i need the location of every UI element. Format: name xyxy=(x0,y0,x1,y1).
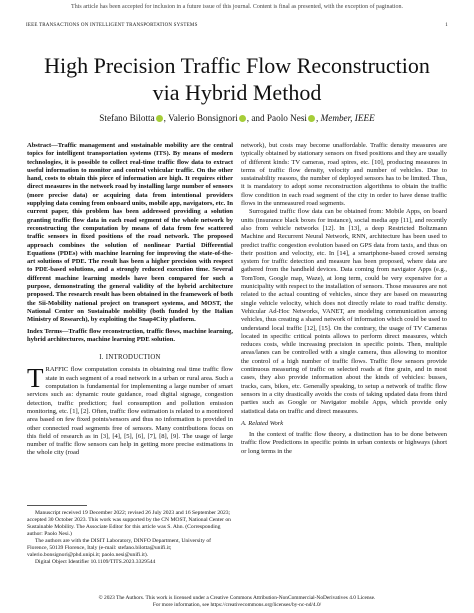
license-line-2: For more information, see https://creativecommons.org/licenses/by-nc-nd/4.0/ xyxy=(152,601,322,608)
section-heading-introduction: I. INTRODUCTION xyxy=(99,354,161,362)
abstract: Abstract—Traffic management and sustainable mobility are the central topics for intelligent transportation systems (ITS). By means of modern technologies, it is possible to collect real-time traffic flow data to extract useful information to monitor and control vehicular traffic. On the other hand, costs to obtain this piece of information are high. It requires either direct measures in the network road by installing large number of sensors (more precise data) or acquiring data from intentional providers supplying data coming from onboard units, mobile app, navigators, etc. In current paper, this problem has been addressed providing a solution granting traffic flow data in each road segment of the whole network by reconstructing the computation by means of data from few scattered traffic sensors in fixed positions of the road network. The proposed approach combines the solution of nonlinear Partial Differential Equations (PDEs) with machine learning for improving the state-of-the-art solutions of PDE. The result has been a higher precision with respect to PDE-based solutions, and a strongly reduced execution time. Several different machine learning models have been compared for such a purpose, demonstrating the general validity of the hybrid architecture proposed. The research result has been obtained in the framework of both the Sii-Mobility national project on transport systems, and MOST, the National Center on Sustainable mobility (both funded by the Italian Ministry of Research), by exploiting the Snap4City platform. xyxy=(27,142,233,324)
orcid-icon[interactable] xyxy=(308,115,315,122)
paper-title xyxy=(0,52,474,106)
left-column xyxy=(27,142,233,458)
index-terms: Index Terms—Traffic flow reconstruction, traffic flows, machine learning, hybrid architectures, machine learning PDE solution. xyxy=(27,327,233,343)
running-header xyxy=(26,23,448,28)
subsection-heading-related-work: A. Related Work xyxy=(241,419,284,427)
orcid-icon[interactable] xyxy=(156,115,163,122)
body-paragraph-1: network), but costs may become unaffordable. Traffic density measures are typically obtained by stationary sensors on fixed positions and they are usually of different kinds: TV cameras, road spires, etc. [10], producing measures in terms of traffic flow density, velocity and number of vehicles. Due to sustainability reasons, the number of deployed sensors has to be limited. Thus, it is mandatory to adopt some reconstruction algorithms to obtain the traffic flow condition in each road segment of the city in order to have dense traffic flows in the unmeasured road segments. xyxy=(241,142,447,208)
footnote-manuscript: Manuscript received 19 December 2022; revised 26 July 2023 and 16 September 2023; accepted 30 October 2023. This work was supported by the CN MOST, National Center on Sustainable Mobility. The Associate Editor for this article was S. Ahn. (Corresponding author: Paolo Nesi.) xyxy=(27,510,231,537)
footnote xyxy=(27,510,233,566)
acceptance-notice: This article has been accepted for inclusion in a future issue of this journal. Content is final as presented, with the exception of pagination. xyxy=(71,4,403,10)
author-list xyxy=(0,113,474,123)
page-number: 1 xyxy=(445,23,448,28)
license-line-1: © 2023 The Authors. This work is licensed under a Creative Commons Attribution-NonCommercial-NoDerivatives 4.0 License. xyxy=(98,595,376,601)
title-line-1: High Precision Traffic Flow Reconstruction xyxy=(44,53,430,78)
drop-cap: T xyxy=(27,363,44,394)
orcid-icon[interactable] xyxy=(239,115,246,122)
body-paragraph-2: Surrogated traffic flow data can be obtained from: Mobile Apps, on board units (insurance black boxes for instance), social media app [11], and recently also from vehicle networks [12]. In [13], a deep Restricted Boltzmann Machine and Recurrent Neural Network, RNN, architecture has been used to predict traffic congestion evolution based on GPS data from taxis, and thus on their position and velocity, etc. In [14], a smartphone-based crowd sensing system for traffic detection and measure has been proposed, where data are gathered from the handheld devices. Data coming from navigator Apps (e.g., TomTom, Google map, Waze), at long term, could be very expensive for a municipality with respect to the installation of sensors. Those measures are not related to the actual counting of vehicles, since they are based on measuring single vehicle velocity, which does not directly relate to road traffic density. Vehicular Ad-Hoc Networks, VANET, are modeling communication among vehicles, thus creating a shared network of information which could be used to understand local traffic [12], [15]. On the contrary, the usage of TV Cameras located in specific critical points allows to perform direct measures, which reduces costs, while increasing precision in specific points. Then, multiple areas/lanes can be controlled with a single camera, thus allowing to monitor the control of a high number of traffic flows. Traffic flow sensors provide continuous measuring of traffic on selected roads at fine grain, and in most cases, they also provide information about the kinds of vehicles: busses, tracks, cars, bikes, etc. Generally speaking, to setup a network of traffic flow sensors in a city drastically avoids the costs of taking updated data from third parties such as Google or Navigator mobile Apps, which provide only statistical data on traffic and direct measures. xyxy=(241,208,447,415)
introduction-text: RAFFIC flow computation consists in obtaining real time traffic flow state in each segment of a road network in a urban or rural area. Such a computation is fundamental for implementing a large number of smart services such as: dynamic route guidance, road digital signage, congestion detection, traffic prediction; fuel consumption and pollution emission monitoring, etc. [1], [2]. Often, traffic flow estimation is related to a monitored area based on few fixed points/sensors and thus no information is provided in other connected road segments free of sensors. Many contributions focus on this field of research as in [3], [4], [5], [6], [7], [8], [9]. The usage of large number of traffic flow sensors can help in getting more precise estimations in the whole city (road xyxy=(27,366,233,457)
body-paragraph-3: In the context of traffic flow theory, a distinction has to be done between traffic flow Predictions in specific points in urban contexts or highways (short or long terms in the xyxy=(241,431,447,455)
author-membership: , Member, IEEE xyxy=(316,113,375,123)
author-3: , and Paolo Nesi xyxy=(246,113,307,123)
footnote-doi: Digital Object Identifier 10.1109/TITS.2023.3329544 xyxy=(35,559,156,565)
journal-name: IEEE TRANSACTIONS ON INTELLIGENT TRANSPORTATION SYSTEMS xyxy=(26,23,198,28)
author-1: Stefano Bilotta xyxy=(99,113,155,123)
license-footer xyxy=(0,595,474,609)
author-2: , Valerio Bonsignori xyxy=(163,113,238,123)
footnote-affiliation: The authors are with the DISIT Laboratory, DINFO Department, University of Florence, 50139 Florence, Italy (e-mail: stefano.bilotta@unifi.it; valerio.bonsignori@phd.unipi.it; paolo.nesi@unifi.it). xyxy=(27,538,212,558)
right-column xyxy=(241,142,447,456)
footnote-rule xyxy=(27,505,87,506)
introduction-paragraph xyxy=(27,363,233,457)
title-line-2: via Hybrid Method xyxy=(152,80,322,105)
